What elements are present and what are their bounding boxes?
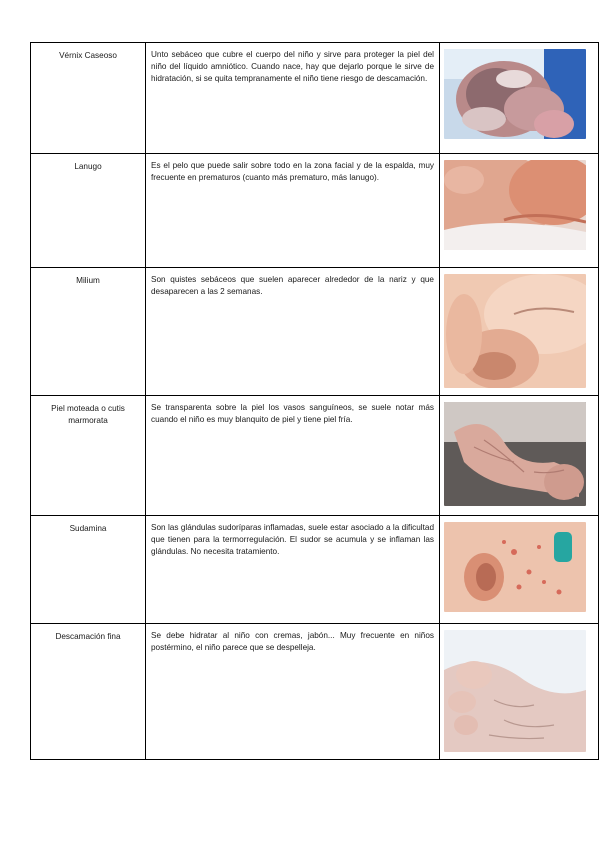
cutis-marmorata-photo [444, 402, 586, 506]
image-cell [440, 43, 599, 154]
term-cell: Descamación fina [31, 624, 146, 760]
term-cell: Sudamina [31, 516, 146, 624]
table-row [31, 154, 599, 268]
descamacion-photo [444, 630, 586, 752]
vernix-photo [444, 49, 586, 139]
table-row [31, 268, 599, 396]
image-cell [440, 516, 599, 624]
description-cell: Se debe hidratar al niño con cremas, jabón... Muy frecuente en niños postérmino, el niño parece que se despelleja. [146, 624, 440, 760]
description-cell: Es el pelo que puede salir sobre todo en la zona facial y de la espalda, muy frecuente en prematuros (cuanto más prematuro, más lanugo). [146, 154, 440, 268]
table-row [31, 516, 599, 624]
image-cell [440, 396, 599, 516]
milium-photo [444, 274, 586, 388]
table-row [31, 396, 599, 516]
table-row [31, 43, 599, 154]
image-cell [440, 624, 599, 760]
description-cell: Son quistes sebáceos que suelen aparecer alrededor de la nariz y que desaparecen a las 2 semanas. [146, 268, 440, 396]
term-cell: Vérnix Caseoso [31, 43, 146, 154]
sudamina-photo [444, 522, 586, 612]
term-cell: Milium [31, 268, 146, 396]
description-cell: Unto sebáceo que cubre el cuerpo del niño y sirve para proteger la piel del niño del líquido amniótico. Cuando nace, hay que dejarlo porque le sirve de hidratación, si se quita tempranamente el niño tiene riesgo de descamación. [146, 43, 440, 154]
image-cell [440, 154, 599, 268]
image-cell [440, 268, 599, 396]
description-cell: Se transparenta sobre la piel los vasos sanguíneos, se suele notar más cuando el niño es muy blanquito de piel y tiene piel fría. [146, 396, 440, 516]
table-row [31, 624, 599, 760]
description-cell: Son las glándulas sudoríparas inflamadas, suele estar asociado a la dificultad que tienen para la termorregulación. El sudor se acumula y se inflaman las glándulas. No necesita tratamiento. [146, 516, 440, 624]
term-cell: Piel moteada o cutis marmorata [31, 396, 146, 516]
term-cell: Lanugo [31, 154, 146, 268]
skin-conditions-table [30, 42, 599, 760]
lanugo-photo [444, 160, 586, 250]
